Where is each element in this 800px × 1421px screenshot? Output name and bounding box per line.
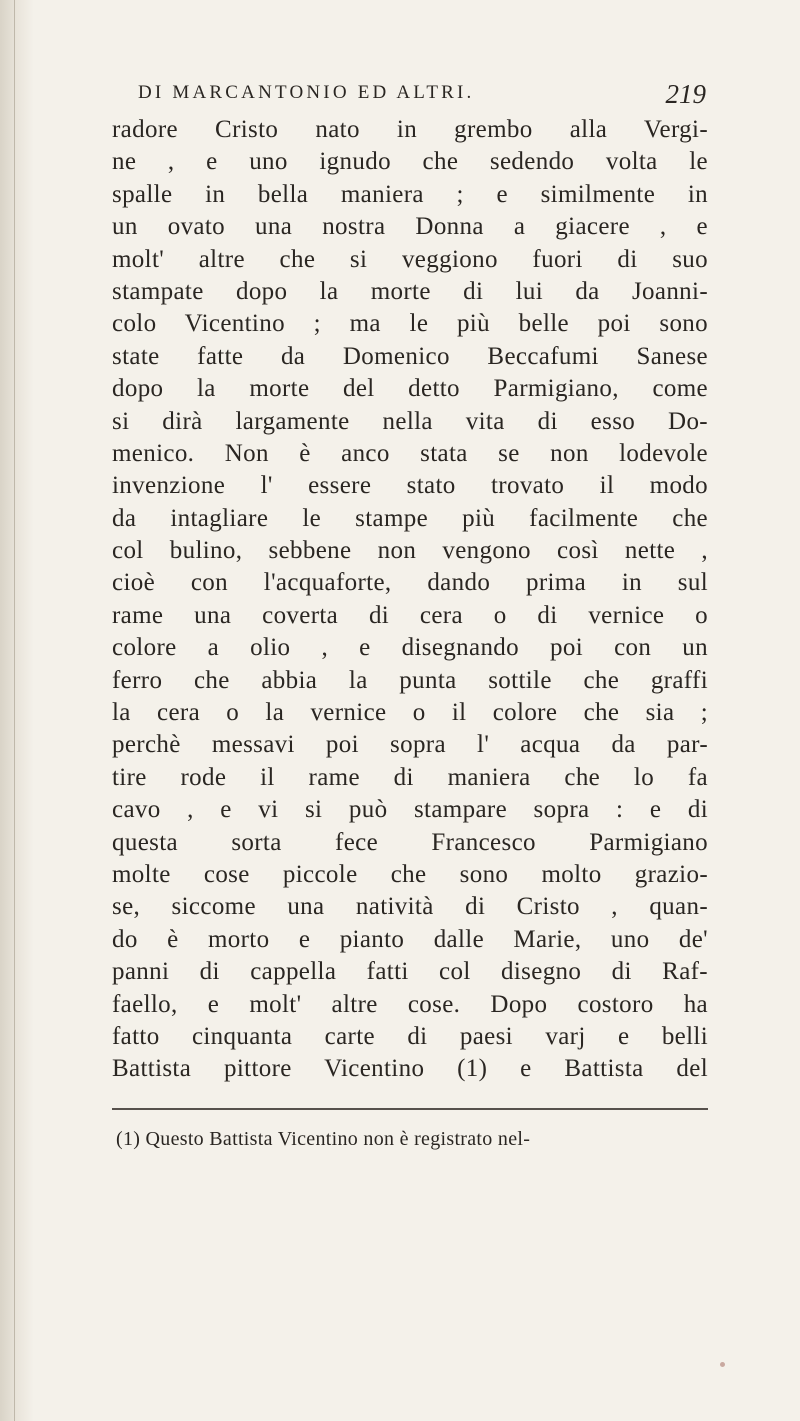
- text-line: invenzione l' essere stato trovato il modo: [112, 472, 708, 500]
- text-line: da intagliare le stampe più facilmente che: [112, 504, 708, 532]
- text-line: molte cose piccole che sono molto grazio-: [112, 860, 708, 888]
- binding-edge: [14, 0, 15, 1421]
- text-line: Battista pittore Vicentino (1) e Battista del: [112, 1055, 708, 1083]
- footnote: (1) Questo Battista Vicentino non è registrato nel-: [116, 1127, 531, 1150]
- text-line: stampate dopo la morte di lui da Joanni-: [112, 277, 708, 305]
- text-line: ne , e uno ignudo che sedendo volta le: [112, 148, 708, 176]
- paper-speck: [720, 1362, 725, 1367]
- footnote-rule: [112, 1108, 708, 1110]
- text-line: faello, e molt' altre cose. Dopo costoro ha: [112, 990, 708, 1018]
- text-line: do è morto e pianto dalle Marie, uno de': [112, 925, 708, 953]
- text-line: molt' altre che si veggiono fuori di suo: [112, 245, 708, 273]
- text-line: radore Cristo nato in grembo alla Vergi-: [112, 116, 708, 143]
- text-line: menico. Non è anco stata se non lodevole: [112, 439, 708, 467]
- text-line: panni di cappella fatti col disegno di Raf-: [112, 958, 708, 986]
- text-line: colore a olio , e disegnando poi con un: [112, 634, 708, 662]
- text-line: questa sorta fece Francesco Parmigiano: [112, 828, 708, 856]
- text-line: cavo , e vi si può stampare sopra : e di: [112, 796, 708, 824]
- text-line: col bulino, sebbene non vengono così nette ,: [112, 537, 708, 565]
- page-gutter: [0, 0, 34, 1421]
- text-line: perchè messavi poi sopra l' acqua da par-: [112, 731, 708, 759]
- text-line: tire rode il rame di maniera che lo fa: [112, 763, 708, 791]
- text-line: ferro che abbia la punta sottile che graffi: [112, 666, 708, 694]
- running-head: DI MARCANTONIO ED ALTRI.: [138, 82, 475, 103]
- text-line: spalle in bella maniera ; e similmente in: [112, 180, 708, 208]
- body-text: [112, 114, 708, 1086]
- book-page: [112, 79, 708, 1151]
- text-line: state fatte da Domenico Beccafumi Sanese: [112, 342, 708, 370]
- text-line: si dirà largamente nella vita di esso Do-: [112, 407, 708, 435]
- page-number: 219: [665, 79, 706, 109]
- text-line: dopo la morte del detto Parmigiano, come: [112, 375, 708, 403]
- text-line: la cera o la vernice o il colore che sia ;: [112, 699, 708, 727]
- text-line: cioè con l'acquaforte, dando prima in sul: [112, 569, 708, 597]
- text-line: fatto cinquanta carte di paesi varj e belli: [112, 1022, 708, 1050]
- text-line: se, siccome una natività di Cristo , quan-: [112, 893, 708, 921]
- page-header: [112, 79, 708, 112]
- text-line: un ovato una nostra Donna a giacere , e: [112, 213, 708, 241]
- text-line: rame una coverta di cera o di vernice o: [112, 601, 708, 629]
- text-line: colo Vicentino ; ma le più belle poi sono: [112, 310, 708, 338]
